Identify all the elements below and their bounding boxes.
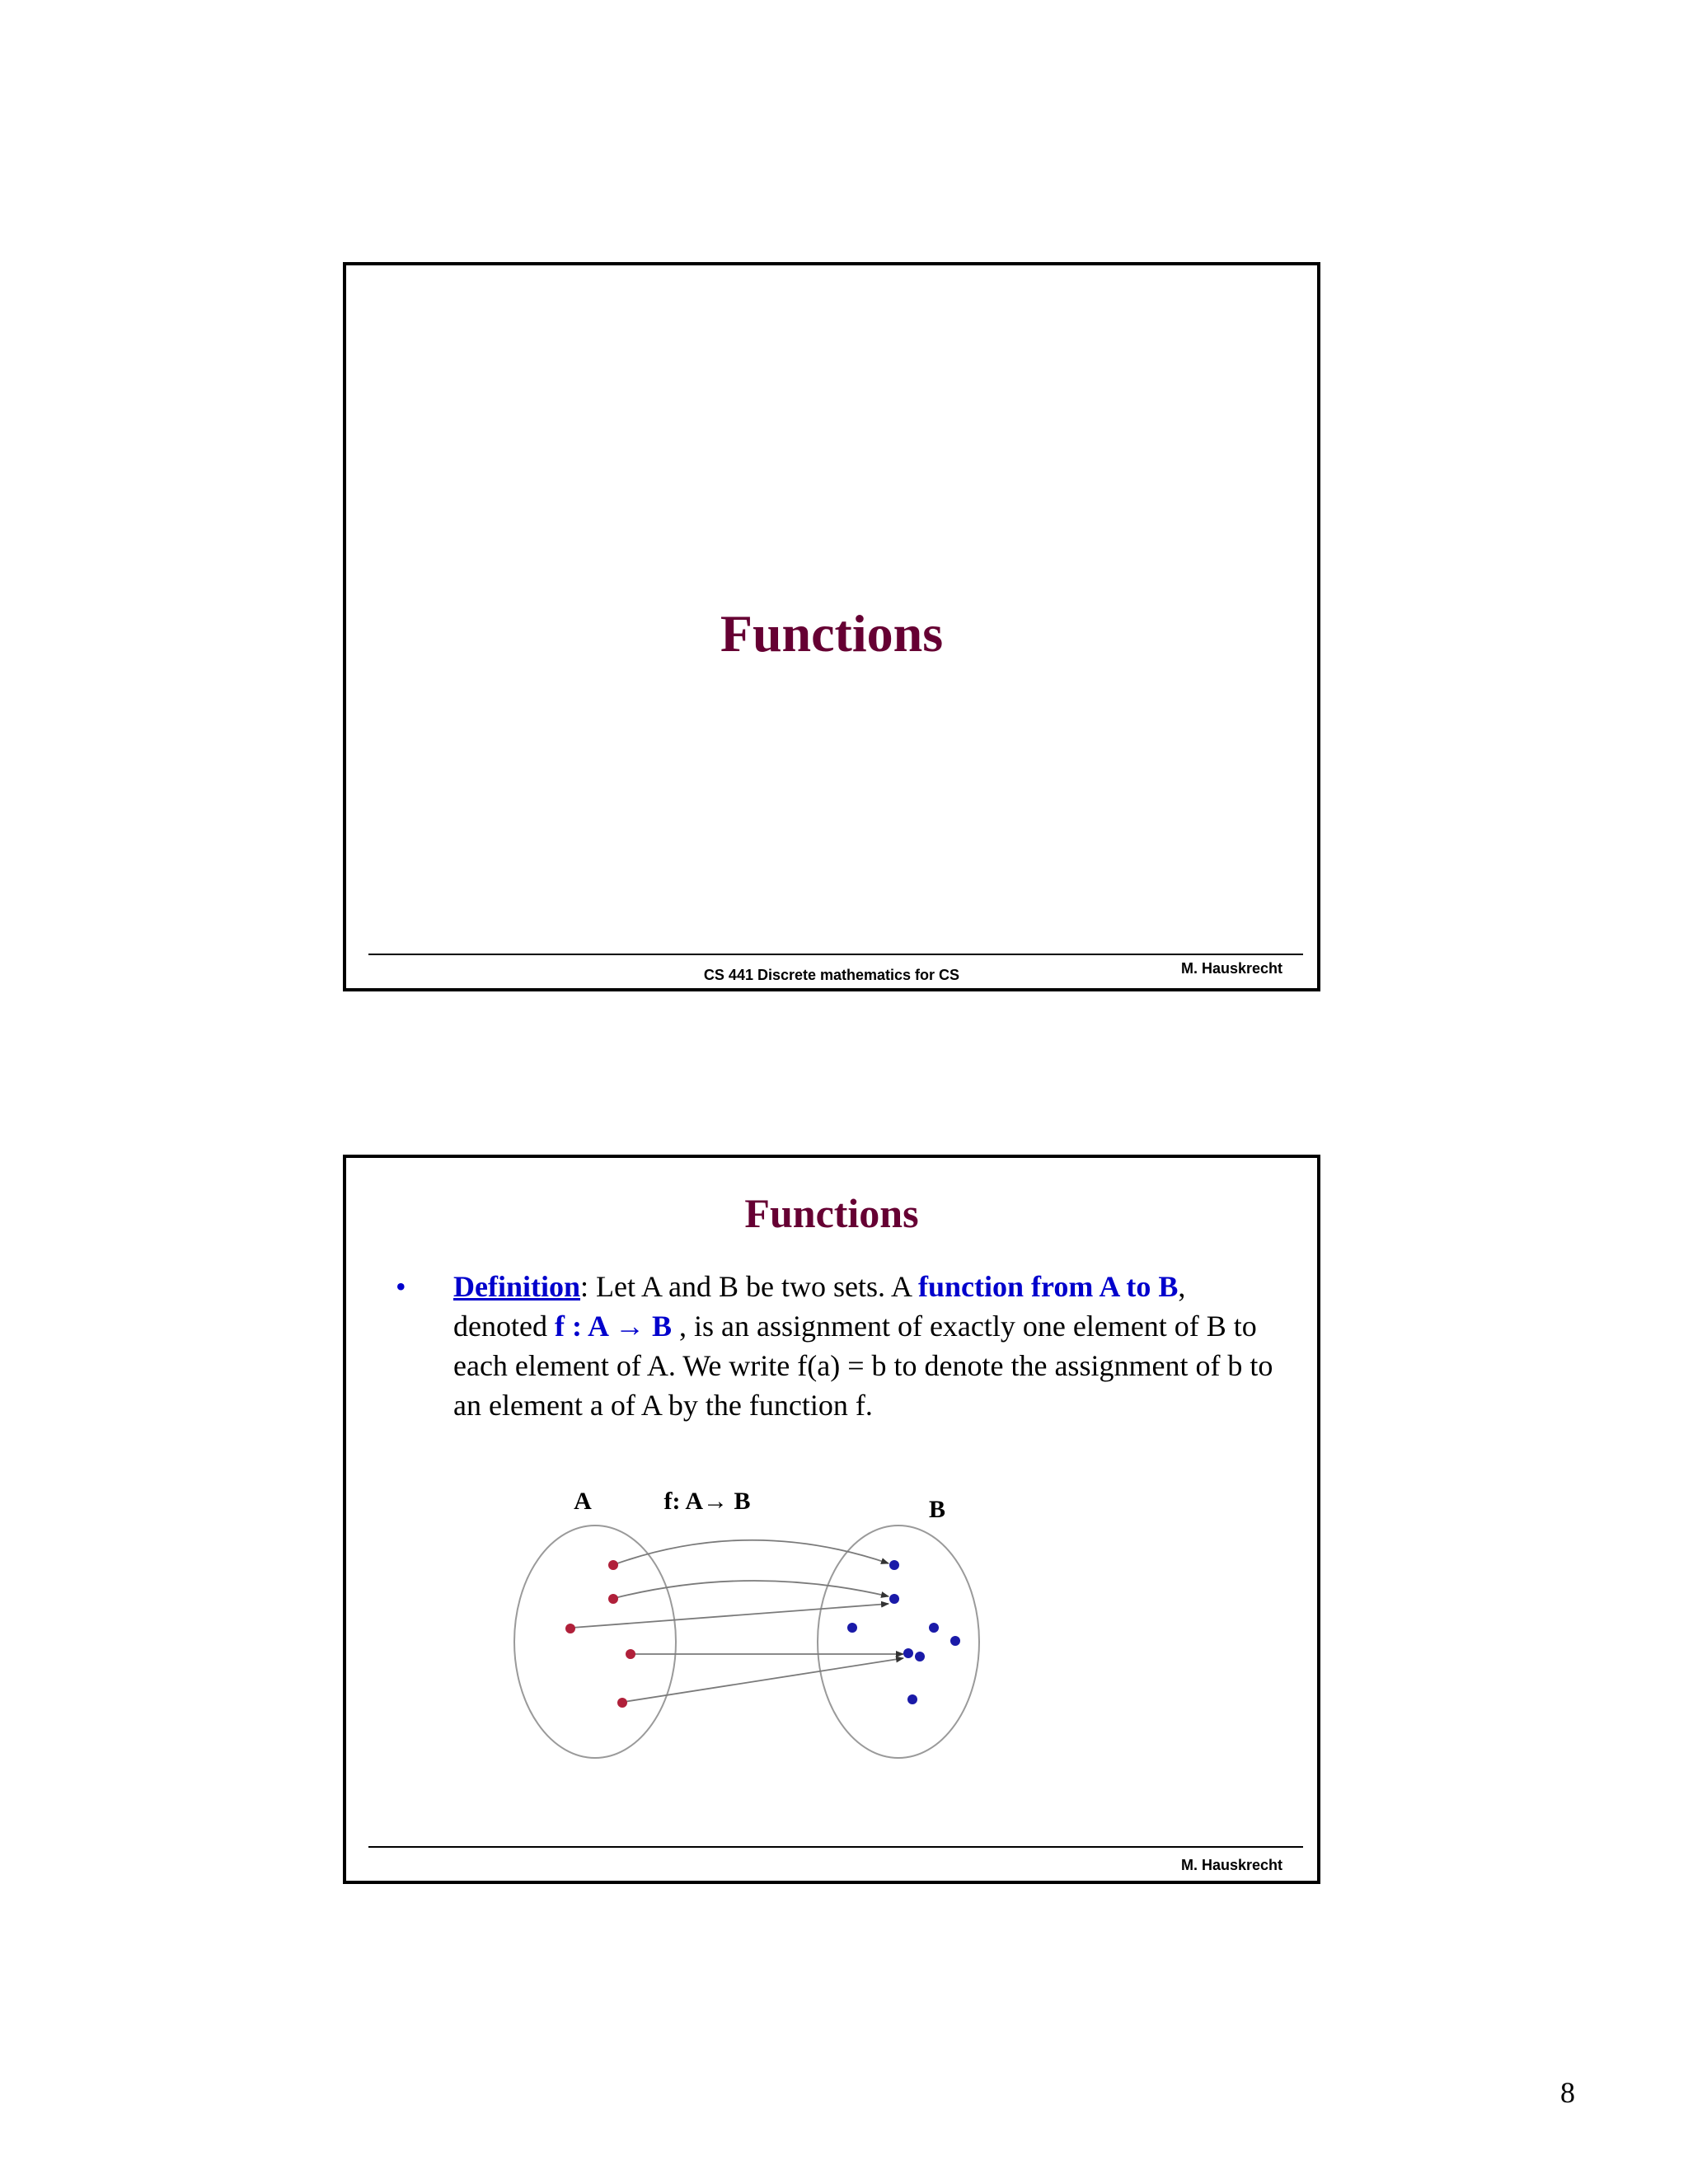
domain-element-dot [608,1560,618,1570]
mapping-arrow [615,1581,889,1598]
set-a-label: A [574,1488,592,1515]
slide-title: Functions [744,1190,919,1236]
codomain-element-dot [889,1594,899,1604]
definition-text-part: : Let A and B be two sets. A [580,1270,919,1303]
domain-element-dot [626,1649,635,1659]
function-mapping-diagram [511,1482,1030,1762]
footer-author: M. Hauskrecht [1180,1857,1282,1873]
slide-title: Functions [720,604,944,663]
codomain-element-dot [950,1636,960,1646]
mapping-arrow [572,1604,889,1628]
footer-course-name: CS 441 Discrete mathematics for CS [703,967,960,983]
page-number: 8 [1560,2076,1575,2109]
domain-element-dot [608,1594,618,1604]
slide-title-only [343,262,1320,991]
definition-text-part: , is an assignment of exactly one element of B to each element of A. We write f(a) = b to denote the assignment of b to an element a of A by the function f. [453,1310,1273,1422]
set-a-ellipse [514,1526,676,1758]
set-b-label: B [928,1496,946,1523]
codomain-element-dot [907,1694,917,1704]
definition-text [453,1267,1286,1425]
definition-text-part: , denoted [453,1270,1186,1343]
footer-author: M. Hauskrecht [1180,960,1282,977]
domain-element-dot [565,1624,575,1633]
definition-term: Definition [453,1270,581,1303]
codomain-element-dot [915,1652,925,1661]
function-notation: f : A → B [554,1310,672,1343]
mapping-label: f: A→ B [663,1488,751,1515]
slide-definition [343,1155,1320,1884]
mapping-arrow [615,1540,889,1564]
domain-element-dot [617,1698,627,1708]
definition-bullet [396,1267,1286,1425]
mapping-arrow [624,1658,903,1702]
codomain-element-dot [929,1623,939,1633]
codomain-element-dot [889,1560,899,1570]
footer-divider [368,954,1303,955]
codomain-element-dot [903,1648,913,1658]
bullet-marker: • [396,1270,406,1303]
definition-highlight: function from A to B [918,1270,1179,1303]
footer-divider [368,1846,1303,1848]
codomain-element-dot [847,1623,857,1633]
